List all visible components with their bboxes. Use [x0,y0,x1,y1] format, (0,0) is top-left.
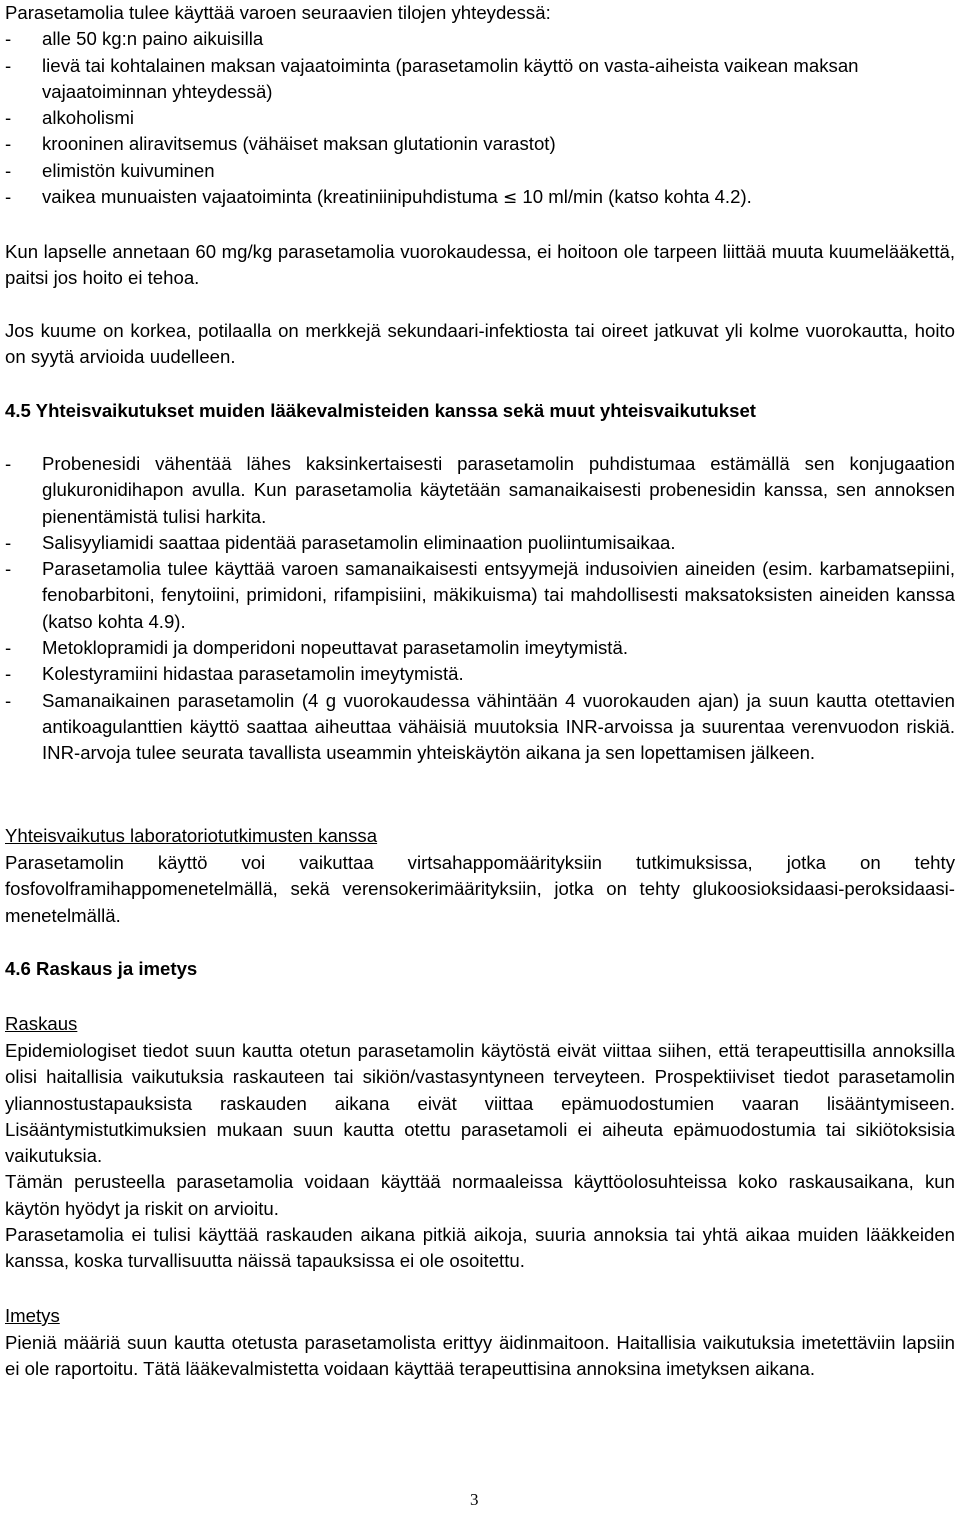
list-item: - alle 50 kg:n paino aikuisilla [5,26,955,52]
caution-intro: Parasetamolia tulee käyttää varoen seuraavien tilojen yhteydessä: [5,2,551,23]
fever-paragraph: Jos kuume on korkea, potilaalla on merkkejä sekundaari-infektiosta tai oireet jatkuvat yli kolme vuorokautta, hoito on syytä arvioida uudelleen. [5,320,955,368]
lab-interactions-title: Yhteisvaikutus laboratoriotutkimusten kanssa [5,825,378,846]
section-heading-4-5: 4.5 Yhteisvaikutukset muiden lääkevalmisteiden kanssa sekä muut yhteisvaikutukset [5,400,756,421]
breastfeeding-text: Pieniä määriä suun kautta otetusta parasetamolista erittyy äidinmaitoon. Haitallisia vaikutuksia imetettäviin lapsiin ei ole raportoitu. Tätä lääkevalmistetta voidaan käyttää terapeuttisina annoksina imetyksen aikana. [5,1332,955,1380]
list-item: - alkoholismi [5,105,955,131]
list-item: - Probenesidi vähentää lähes kaksinkertaisesti parasetamolin puhdistumaa estämällä sen konjugaation glukuronidihapon avulla. Kun parasetamolia käytetään samanaikaisesti probenesidin kanssa, sen annoksen pienentämistä tulisi harkita. [5,451,955,530]
pregnancy-paragraph: Epidemiologiset tiedot suun kautta otetun parasetamolin käytöstä eivät viittaa siihen, että terapeuttisilla annoksilla olisi haitallisia vaikutuksia raskauteen tai sikiön/vastasyntyneen terveyteen. Prospektiiviset tiedot parasetamolin yliannostustapauksista raskauden aikana eivät viittaa epämuodostumien vaaran lisääntymiseen. Lisääntymistutkimuksien mukaan suun kautta otettu parasetamoli ei aiheuta epämuodostumia tai sikiötoksisia vaikutuksia. [5,1040,955,1167]
interactions-list [5,451,955,767]
lab-interactions-text: Parasetamolin käyttö voi vaikuttaa virtsahappomäärityksiin tutkimuksissa, jotka on tehty fosfovolframihappomenetelmällä, sekä verensokerimäärityksiin, jotka on tehty glukoosioksidaasi-peroksidaasi-menetelmällä. [5,852,955,926]
list-item: - Samanaikainen parasetamolin (4 g vuorokaudessa vähintään 4 vuorokauden ajan) ja suun kautta otettavien antikoagulanttien käyttö saattaa aiheuttaa vähäisiä muutoksia INR-arvoissa ja suurentaa verenvuodon riskiä. INR-arvoja tulee seurata tavallista useammin yhteiskäytön aikana ja sen lopettamisen jälkeen. [5,688,955,767]
pregnancy-title: Raskaus [5,1013,78,1034]
list-item: - Kolestyramiini hidastaa parasetamolin imeytymistä. [5,661,955,687]
list-item: - lievä tai kohtalainen maksan vajaatoiminta (parasetamolin käyttö on vasta-aiheista vaikean maksan vajaatoiminnan yhteydessä) [5,53,955,106]
section-heading-4-6: 4.6 Raskaus ja imetys [5,958,198,979]
list-item: - Metoklopramidi ja domperidoni nopeuttavat parasetamolin imeytymistä. [5,635,955,661]
document-page [5,0,955,1380]
list-item: - Salisyyliamidi saattaa pidentää parasetamolin eliminaation puoliintumisaikaa. [5,530,955,556]
list-item [5,184,955,211]
renal-text-before: vaikea munuaisten vajaatoiminta (kreatiniinipuhdistuma [42,186,503,208]
breastfeeding-title: Imetys [5,1305,60,1326]
list-item: - krooninen aliravitsemus (vähäiset maksan glutationin varastot) [5,131,955,157]
pregnancy-body [5,1038,955,1275]
pregnancy-paragraph: Tämän perusteella parasetamolia voidaan käyttää normaaleissa käyttöolosuhteissa koko raskausaikana, kun käytön hyödyt ja riskit on arvioitu. [5,1171,955,1219]
list-item: - Parasetamolia tulee käyttää varoen samanaikaisesti entsyymejä indusoivien aineiden (esim. karbamatsepiini, fenobarbitoni, fenytoiini, primidoni, rifampisiini, mäkikuisma) tai mahdollisesti maksatoksisten aineiden kanssa (katso kohta 4.9). [5,556,955,635]
pregnancy-paragraph: Parasetamolia ei tulisi käyttää raskauden aikana pitkiä aikoja, suuria annoksia tai yhtä aikaa muiden lääkkeiden kanssa, koska turvallisuutta näissä tapauksissa ei ole osoitettu. [5,1224,955,1272]
children-dosing-paragraph: Kun lapselle annetaan 60 mg/kg parasetamolia vuorokaudessa, ei hoitoon ole tarpeen liittää muuta kuumelääkettä, paitsi jos hoito ei tehoa. [5,241,955,289]
caution-conditions-list [5,26,955,211]
page-number: 3 [470,1490,479,1509]
less-equal-symbol: ≤ [502,188,518,209]
renal-text-after: 10 ml/min (katso kohta 4.2). [517,186,752,208]
list-item: - elimistön kuivuminen [5,158,955,184]
